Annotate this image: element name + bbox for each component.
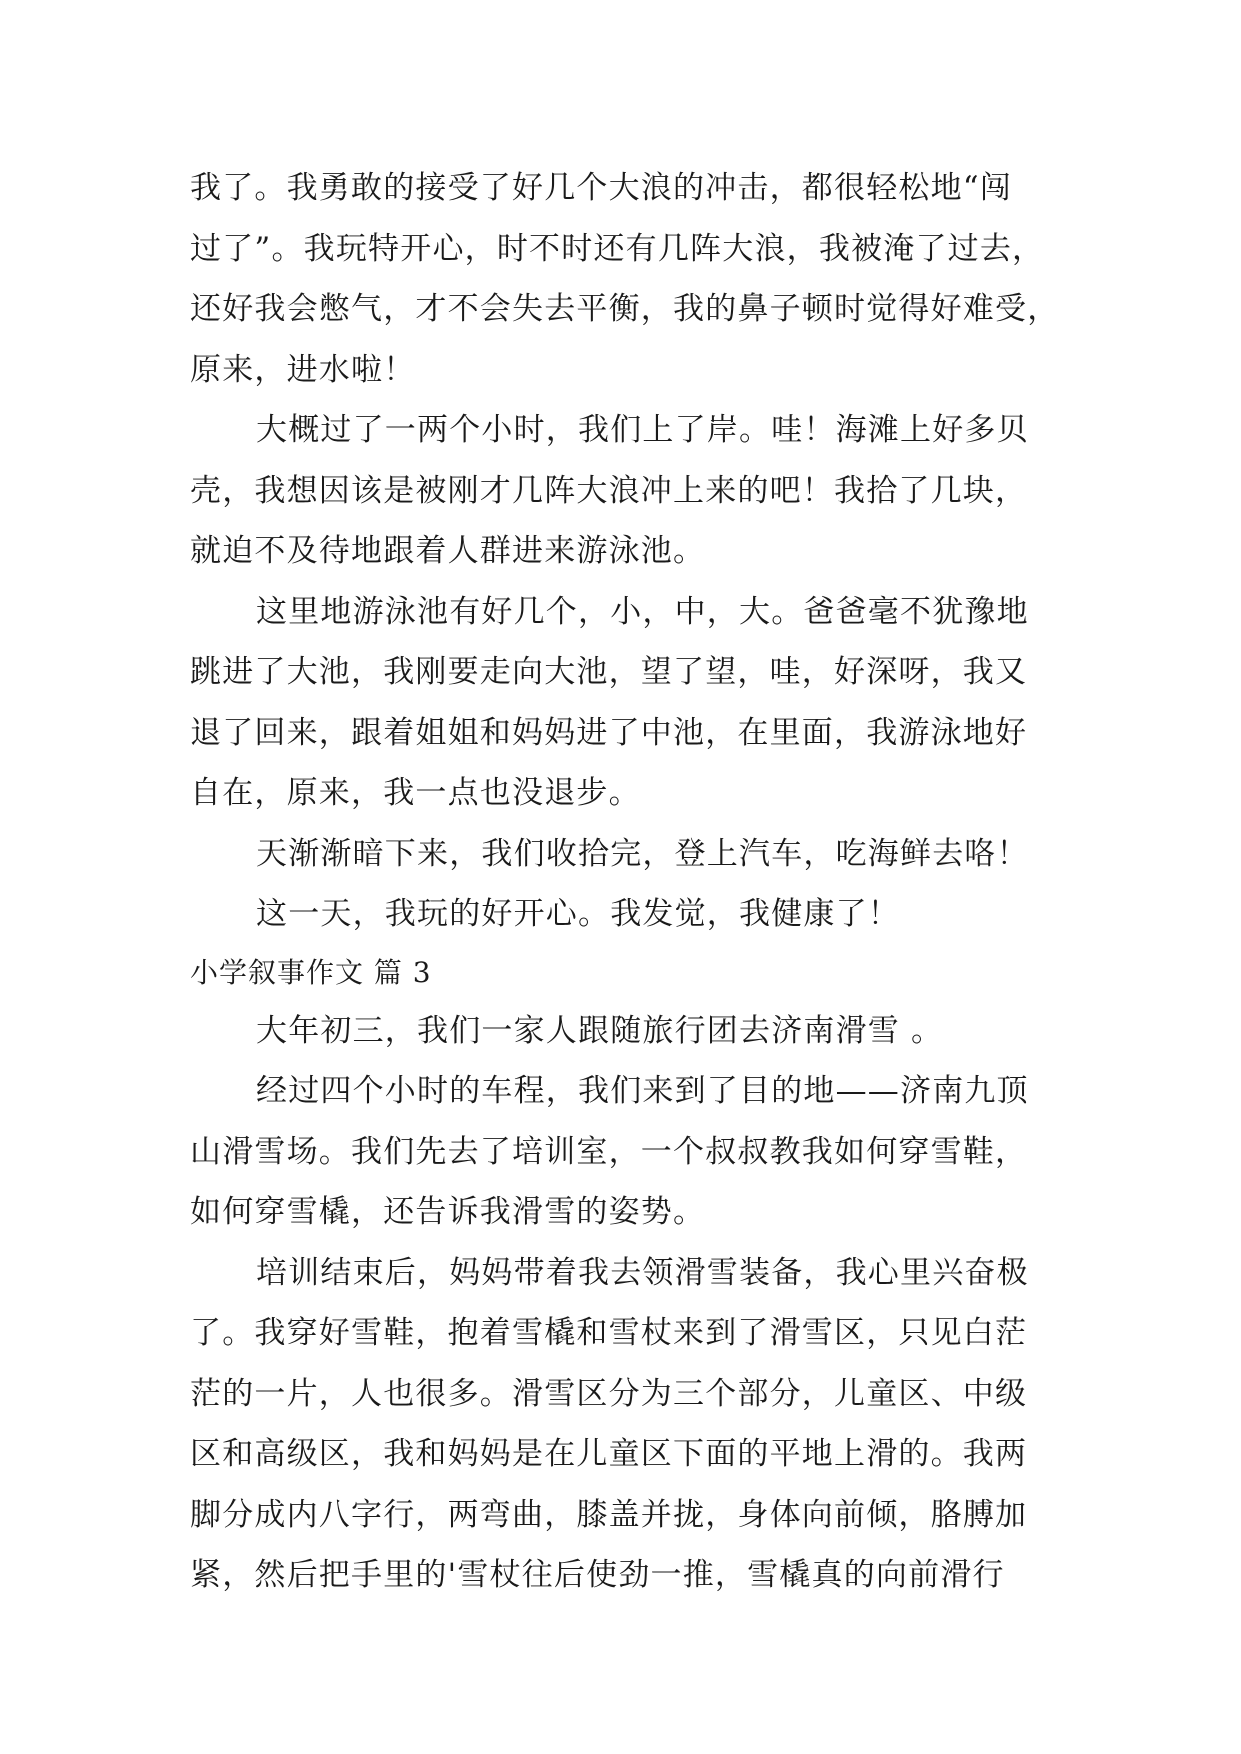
text-line: 跳进了大池，我刚要走向大池，望了望，哇，好深呀，我又	[190, 654, 1028, 690]
text-line: 区和高级区，我和妈妈是在儿童区下面的平地上滑的。我两	[190, 1436, 1028, 1472]
text-line: 原来，进水啦！	[190, 351, 416, 388]
paragraph-first-line: 大年初三，我们一家人跟随旅行团去济南滑雪 。	[256, 1012, 944, 1049]
text-line: 如何穿雪橇，还告诉我滑雪的姿势。	[190, 1194, 706, 1230]
text-line: 退了回来，跟着姐姐和妈妈进了中池，在里面，我游泳地好	[190, 714, 1028, 751]
text-line: 自在，原来，我一点也没退步。	[190, 775, 641, 811]
text-line: 过了”。我玩特开心，时不时还有几阵大浪，我被淹了过去，	[190, 230, 1045, 267]
paragraph-first-line: 天渐渐暗下来，我们收拾完，登上汽车，吃海鲜去咯！	[256, 835, 1029, 872]
text-line: 了。我穿好雪鞋，抱着雪橇和雪杖来到了滑雪区，只见白茫	[190, 1315, 1028, 1351]
paragraph-first-line: 这一天，我玩的好开心。我发觉，我健康了！	[256, 896, 900, 932]
text-line: 紧，然后把手里的'雪杖往后使劲一推，雪橇真的向前滑行	[190, 1557, 1005, 1593]
paragraph-first-line: 经过四个小时的车程，我们来到了目的地——济南九顶	[256, 1073, 1029, 1109]
text-line: 我了。我勇敢的接受了好几个大浪的冲击，都很轻松地“闯	[190, 170, 1013, 206]
paragraph-first-line: 培训结束后，妈妈带着我去领滑雪装备，我心里兴奋极	[256, 1254, 1029, 1291]
text-line: 就迫不及待地跟着人群进来游泳池。	[190, 533, 706, 569]
text-line: 还好我会憋气，才不会失去平衡，我的鼻子顿时觉得好难受，	[190, 291, 1060, 327]
paragraph-first-line: 大概过了一两个小时，我们上了岸。哇！海滩上好多贝	[256, 412, 1029, 448]
document-body	[190, 158, 1090, 1606]
text-line: 山滑雪场。我们先去了培训室，一个叔叔教我如何穿雪鞋，	[190, 1133, 1028, 1170]
section-heading: 小学叙事作文 篇 3	[190, 955, 432, 989]
text-line: 壳，我想因该是被刚才几阵大浪冲上来的吧！我拾了几块，	[190, 472, 1028, 509]
paragraph-first-line: 这里地游泳池有好几个，小，中，大。爸爸毫不犹豫地	[256, 593, 1029, 630]
text-line: 茫的一片，人也很多。滑雪区分为三个部分，儿童区、中级	[190, 1375, 1028, 1412]
text-line: 脚分成内八字行，两弯曲，膝盖并拢，身体向前倾，胳膊加	[190, 1496, 1028, 1533]
